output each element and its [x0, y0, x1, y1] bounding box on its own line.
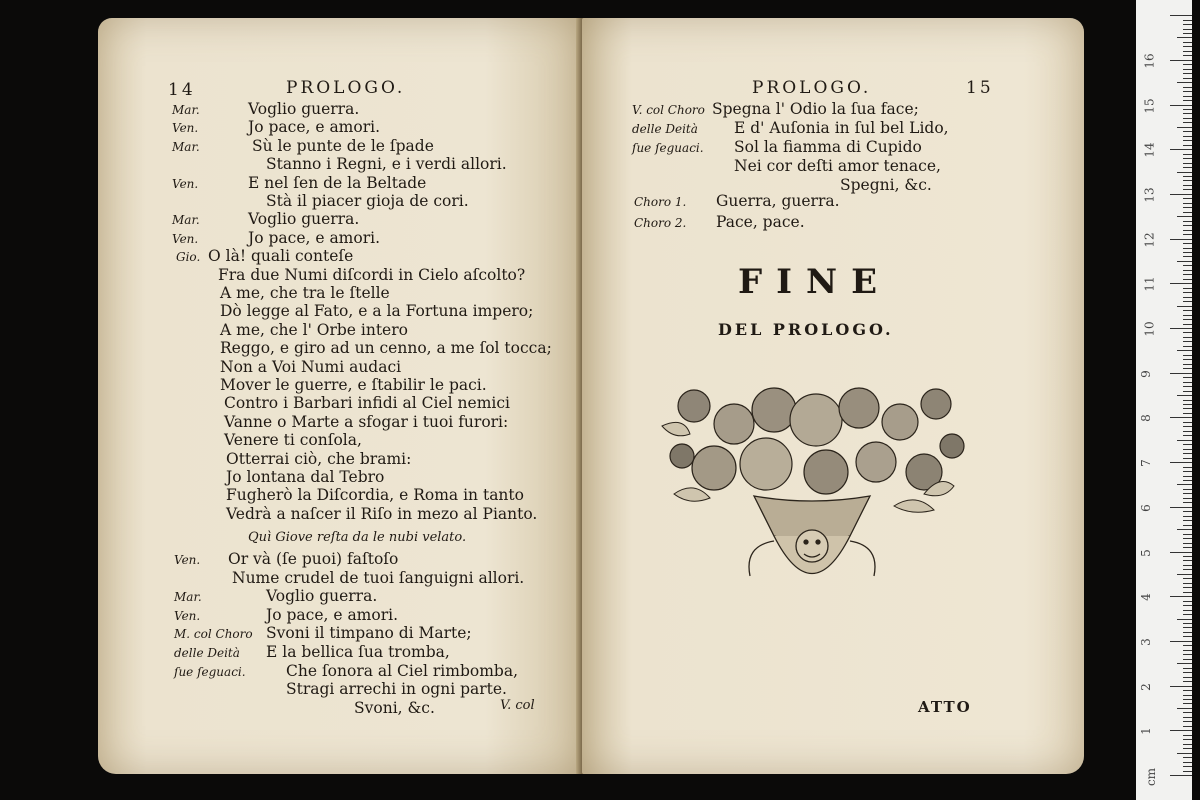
- ruler-tick: [1183, 301, 1192, 302]
- ruler-tick: [1183, 413, 1192, 414]
- ruler-tick: [1177, 216, 1192, 217]
- ruler-tick: [1183, 332, 1192, 333]
- ruler-tick: [1183, 297, 1192, 298]
- ruler-tick: [1177, 484, 1192, 485]
- ruler-tick: [1170, 373, 1192, 374]
- ruler-tick: [1183, 717, 1192, 718]
- speaker-label: ſue ſeguaci.: [632, 141, 704, 155]
- ruler-tick: [1183, 207, 1192, 208]
- ruler-tick: [1183, 270, 1192, 271]
- speaker-label: Ven.: [172, 121, 199, 136]
- ruler-tick: [1183, 650, 1192, 651]
- ruler-tick: [1183, 225, 1192, 226]
- verse-line: O là! quali conteſe: [208, 247, 354, 266]
- speaker-label: Gio.: [176, 250, 201, 265]
- ruler-tick: [1183, 408, 1192, 409]
- verse-line: Sù le punte de le ſpade: [252, 136, 434, 155]
- ruler-tick: [1177, 753, 1192, 754]
- ruler-tick: [1183, 203, 1192, 204]
- verse-line: Jo lontana dal Tebro: [226, 468, 385, 486]
- ruler-tick: [1177, 663, 1192, 664]
- ruler-tick: [1183, 422, 1192, 423]
- ruler-number: 14: [1142, 142, 1157, 158]
- ruler-tick: [1183, 757, 1192, 758]
- ruler-tick: [1183, 198, 1192, 199]
- right-page-number: 15: [966, 78, 994, 98]
- ruler-tick: [1183, 20, 1192, 21]
- ruler-tick: [1183, 677, 1192, 678]
- verse-line: Stà il piacer gioja de cori.: [266, 192, 469, 210]
- ruler-tick: [1183, 592, 1192, 593]
- ruler-tick: [1170, 775, 1192, 776]
- ruler-tick: [1183, 400, 1192, 401]
- speaker-label: Mar.: [172, 213, 200, 228]
- ruler-tick: [1183, 627, 1192, 628]
- ruler-tick: [1177, 574, 1192, 575]
- left-header-title: PROLOGO.: [286, 78, 406, 98]
- ruler-tick: [1183, 426, 1192, 427]
- right-header-title: PROLOGO.: [752, 78, 872, 98]
- ruler-tick: [1177, 708, 1192, 709]
- ruler-tick: [1183, 458, 1192, 459]
- speaker-label: delle Deità: [632, 122, 698, 136]
- ruler-tick: [1183, 288, 1192, 289]
- ruler-tick: [1183, 739, 1192, 740]
- left-page-number: 14: [168, 80, 196, 100]
- left-catchword: V. col: [500, 698, 535, 713]
- ruler-tick: [1183, 234, 1192, 235]
- ruler-number: 8: [1138, 414, 1153, 423]
- ruler-tick: [1183, 498, 1192, 499]
- verse-line: Voglio guerra.: [266, 587, 378, 606]
- ruler-tick: [1183, 364, 1192, 365]
- ruler-tick: [1183, 748, 1192, 749]
- verse-line: Voglio guerra.: [248, 100, 360, 118]
- ruler-tick: [1183, 256, 1192, 257]
- verse-line: E nel ſen de la Beltade: [248, 173, 427, 192]
- verse-line: A me, che tra le ſtelle: [220, 284, 390, 302]
- ruler-tick: [1183, 431, 1192, 432]
- verse-line: Sol la fiamma di Cupido: [734, 138, 922, 156]
- fruit-basket-ornament: [654, 376, 970, 606]
- ruler-tick: [1183, 690, 1192, 691]
- ruler-tick: [1183, 699, 1192, 700]
- ruler-number: 9: [1138, 369, 1153, 378]
- ruler-number: 2: [1138, 682, 1153, 691]
- ruler-tick: [1170, 641, 1192, 642]
- ruler-tick: [1177, 82, 1192, 83]
- ruler-tick: [1170, 730, 1192, 731]
- ruler-tick: [1183, 136, 1192, 137]
- ruler-tick: [1183, 735, 1192, 736]
- ruler-tick: [1183, 167, 1192, 168]
- verse-line: Vedrà a naſcer il Riſo in mezo al Pianto.: [226, 504, 538, 523]
- ruler-tick: [1183, 516, 1192, 517]
- ruler-tick: [1183, 189, 1192, 190]
- ruler-tick: [1183, 69, 1192, 70]
- ruler-number: 4: [1138, 593, 1153, 602]
- ruler-tick: [1177, 395, 1192, 396]
- ruler-tick: [1183, 176, 1192, 177]
- ruler-tick: [1183, 453, 1192, 454]
- ruler-number: 1: [1138, 727, 1153, 736]
- ruler-number: 15: [1142, 97, 1157, 114]
- ruler-tick: [1183, 221, 1192, 222]
- verse-line: Stragi arrechi in ogni parte.: [286, 680, 507, 699]
- ruler-tick: [1177, 529, 1192, 530]
- ruler-tick: [1183, 42, 1192, 43]
- ruler-tick: [1183, 145, 1192, 146]
- ruler-tick: [1183, 587, 1192, 588]
- ruler-tick: [1183, 252, 1192, 253]
- ruler-tick: [1183, 489, 1192, 490]
- verse-line: Jo pace, e amori.: [248, 118, 381, 137]
- ruler-tick: [1170, 417, 1192, 418]
- ruler-tick: [1170, 149, 1192, 150]
- ruler-tick: [1183, 525, 1192, 526]
- ruler-tick: [1170, 462, 1192, 463]
- ruler-tick: [1183, 355, 1192, 356]
- ruler-tick: [1170, 686, 1192, 687]
- ruler-tick: [1183, 46, 1192, 47]
- ruler-tick: [1183, 122, 1192, 123]
- ruler-tick: [1183, 672, 1192, 673]
- speaker-label: Ven.: [172, 231, 199, 246]
- ruler-tick: [1177, 440, 1192, 441]
- ruler-tick: [1177, 619, 1192, 620]
- verse-line: Voglio guerra.: [248, 210, 360, 229]
- verse-line: Dò legge al Fato, e a la Fortuna impero;: [220, 302, 534, 321]
- ruler-tick: [1183, 64, 1192, 65]
- ruler-tick: [1183, 538, 1192, 539]
- ruler-tick: [1183, 668, 1192, 669]
- right-page: [582, 18, 1084, 774]
- stage-direction: Quì Giove reſta da le nubi velato.: [248, 530, 467, 545]
- chorus-line: Guerra, guerra.: [716, 192, 840, 210]
- verse-line: Fugherò la Diſcordia, e Roma in tanto: [226, 486, 524, 505]
- ruler-tick: [1183, 569, 1192, 570]
- ruler-tick: [1183, 565, 1192, 566]
- ruler-tick: [1183, 583, 1192, 584]
- ruler-tick: [1183, 279, 1192, 280]
- ruler-tick: [1183, 560, 1192, 561]
- ruler-tick: [1183, 341, 1192, 342]
- ruler-tick: [1183, 113, 1192, 114]
- ruler-tick: [1183, 659, 1192, 660]
- ruler-tick: [1183, 744, 1192, 745]
- ruler-tick: [1183, 543, 1192, 544]
- ruler-tick: [1183, 87, 1192, 88]
- verse-line: Stanno i Regni, e i verdi allori.: [266, 155, 507, 174]
- ruler-tick: [1183, 493, 1192, 494]
- ruler-tick: [1183, 502, 1192, 503]
- ruler-tick: [1183, 248, 1192, 249]
- ruler-tick: [1183, 73, 1192, 74]
- ruler-tick: [1183, 140, 1192, 141]
- verse-line: Fra due Numi diſcordi in Cielo aſcolto?: [218, 265, 526, 284]
- ruler-tick: [1183, 118, 1192, 119]
- measurement-ruler: [1136, 0, 1192, 800]
- fine-title: FINE: [738, 262, 892, 302]
- ruler-number: 13: [1142, 187, 1157, 203]
- ruler-tick: [1183, 695, 1192, 696]
- speaker-label: Ven.: [174, 553, 201, 567]
- speaker-label: Ven.: [174, 608, 201, 623]
- ruler-tick: [1177, 172, 1192, 173]
- verse-line: Non a Voi Numi audaci: [220, 357, 402, 376]
- ruler-tick: [1183, 610, 1192, 611]
- ruler-tick: [1183, 703, 1192, 704]
- speaker-label: Ven.: [172, 176, 199, 191]
- ruler-number: 6: [1138, 503, 1153, 512]
- verse-line: Venere ti conſola,: [224, 431, 362, 450]
- ruler-tick: [1183, 33, 1192, 34]
- ruler-tick: [1183, 435, 1192, 436]
- ruler-tick: [1183, 632, 1192, 633]
- verse-line: Mover le guerre, e ſtabilir le paci.: [220, 376, 487, 394]
- ruler-tick: [1183, 185, 1192, 186]
- fine-subtitle: DEL PROLOGO.: [718, 320, 894, 339]
- ruler-number: 12: [1142, 231, 1157, 248]
- verse-line: Svoni, &c.: [354, 698, 435, 717]
- left-page: [98, 18, 582, 774]
- ruler-number: 7: [1138, 459, 1153, 467]
- ruler-tick: [1183, 636, 1192, 637]
- ruler-unit: cm: [1144, 767, 1159, 787]
- ruler-tick: [1183, 467, 1192, 468]
- ruler-tick: [1183, 55, 1192, 56]
- ruler-tick: [1183, 163, 1192, 164]
- ruler-tick: [1183, 315, 1192, 316]
- ruler-tick: [1183, 623, 1192, 624]
- chorus-line: Pace, pace.: [716, 213, 805, 231]
- ruler-tick: [1183, 721, 1192, 722]
- ruler-tick: [1183, 645, 1192, 646]
- ruler-tick: [1183, 404, 1192, 405]
- ruler-tick: [1183, 578, 1192, 579]
- ruler-tick: [1183, 534, 1192, 535]
- ruler-tick: [1177, 306, 1192, 307]
- ruler-tick: [1183, 359, 1192, 360]
- ruler-tick: [1183, 511, 1192, 512]
- ruler-tick: [1183, 449, 1192, 450]
- verse-line: Jo pace, e amori.: [248, 228, 381, 247]
- ruler-tick: [1170, 596, 1192, 597]
- ruler-tick: [1183, 556, 1192, 557]
- verse-line: E d' Auſonia in ſul bel Lido,: [734, 119, 949, 137]
- ruler-tick: [1183, 274, 1192, 275]
- ruler-tick: [1183, 391, 1192, 392]
- ruler-tick: [1183, 310, 1192, 311]
- ruler-tick: [1183, 292, 1192, 293]
- ruler-number: 10: [1142, 321, 1157, 337]
- ruler-tick: [1183, 96, 1192, 97]
- ruler-tick: [1183, 520, 1192, 521]
- ruler-tick: [1183, 265, 1192, 266]
- ruler-tick: [1183, 368, 1192, 369]
- ruler-tick: [1170, 60, 1192, 61]
- speaker-label: Choro 1.: [634, 195, 687, 209]
- verse-line: A me, che l' Orbe intero: [220, 320, 408, 339]
- ruler-tick: [1177, 37, 1192, 38]
- ruler-tick: [1183, 605, 1192, 606]
- ruler-tick: [1170, 283, 1192, 284]
- ruler-tick: [1183, 771, 1192, 772]
- speaker-label: Mar.: [172, 139, 200, 154]
- ruler-tick: [1183, 319, 1192, 320]
- ruler-tick: [1183, 601, 1192, 602]
- ruler-number: 11: [1142, 276, 1157, 292]
- ruler-number: 3: [1138, 638, 1153, 646]
- ruler-tick: [1177, 261, 1192, 262]
- ruler-tick: [1183, 180, 1192, 181]
- speaker-label: V. col Choro: [632, 103, 705, 117]
- ruler-tick: [1170, 552, 1192, 553]
- ruler-tick: [1183, 100, 1192, 101]
- ruler-tick: [1183, 91, 1192, 92]
- ruler-tick: [1183, 243, 1192, 244]
- ruler-tick: [1177, 127, 1192, 128]
- verse-line: Spegni, &c.: [840, 176, 932, 194]
- ruler-tick: [1183, 382, 1192, 383]
- ruler-tick: [1183, 29, 1192, 30]
- ruler-tick: [1183, 386, 1192, 387]
- verse-line: Reggo, e giro ad un cenno, a me ſol tocca;: [220, 339, 552, 358]
- ruler-tick: [1170, 239, 1192, 240]
- ruler-tick: [1183, 131, 1192, 132]
- ruler-tick: [1170, 194, 1192, 195]
- speaker-label: M. col Choro: [174, 627, 253, 642]
- ruler-tick: [1183, 324, 1192, 325]
- ruler-tick: [1183, 377, 1192, 378]
- ruler-tick: [1183, 158, 1192, 159]
- ruler-tick: [1183, 766, 1192, 767]
- ruler-tick: [1183, 154, 1192, 155]
- ruler-tick: [1183, 346, 1192, 347]
- ruler-tick: [1183, 230, 1192, 231]
- ruler-tick: [1183, 51, 1192, 52]
- ruler-tick: [1183, 444, 1192, 445]
- ruler-tick: [1183, 547, 1192, 548]
- verse-line: Or và (ſe puoi) faſtoſo: [228, 550, 399, 568]
- ruler-tick: [1183, 762, 1192, 763]
- ruler-tick: [1183, 681, 1192, 682]
- ruler-tick: [1183, 471, 1192, 472]
- open-book: [98, 18, 1084, 774]
- ruler-tick: [1183, 24, 1192, 25]
- ruler-tick: [1170, 105, 1192, 106]
- ruler-tick: [1177, 350, 1192, 351]
- speaker-label: Mar.: [172, 103, 200, 117]
- speaker-label: ſue ſeguaci.: [174, 664, 246, 679]
- speaker-label: delle Deità: [174, 646, 240, 660]
- verse-line: E la bellica ſua tromba,: [266, 643, 450, 661]
- verse-line: Jo pace, e amori.: [266, 605, 399, 624]
- ruler-tick: [1183, 476, 1192, 477]
- verse-line: Spegna l' Odio la ſua face;: [712, 100, 919, 118]
- ruler-number: 5: [1138, 548, 1153, 557]
- verse-line: Contro i Barbari infidi al Ciel nemici: [224, 394, 510, 413]
- verse-line: Nei cor deſti amor tenace,: [734, 157, 941, 175]
- ruler-tick: [1183, 109, 1192, 110]
- ruler-tick: [1183, 480, 1192, 481]
- verse-line: Nume crudel de tuoi ſanguigni allori.: [232, 568, 525, 587]
- ruler-tick: [1183, 614, 1192, 615]
- ruler-tick: [1183, 212, 1192, 213]
- speaker-label: Mar.: [174, 590, 202, 605]
- ruler-tick: [1170, 328, 1192, 329]
- speaker-label: Choro 2.: [634, 216, 687, 230]
- ruler-tick: [1183, 654, 1192, 655]
- verse-line: Otterrai ciò, che brami:: [226, 449, 412, 468]
- ruler-number: 16: [1142, 53, 1157, 69]
- ruler-tick: [1183, 337, 1192, 338]
- ruler-tick: [1183, 78, 1192, 79]
- verse-line: Svoni il timpano di Marte;: [266, 624, 472, 643]
- ruler-tick: [1183, 712, 1192, 713]
- verse-line: Vanne o Marte a sfogar i tuoi furori:: [224, 412, 509, 431]
- right-catchword: ATTO: [918, 698, 972, 716]
- ruler-tick: [1170, 15, 1192, 16]
- verse-line: Che ſonora al Ciel rimbomba,: [286, 661, 519, 680]
- ruler-tick: [1170, 507, 1192, 508]
- ruler-tick: [1183, 726, 1192, 727]
